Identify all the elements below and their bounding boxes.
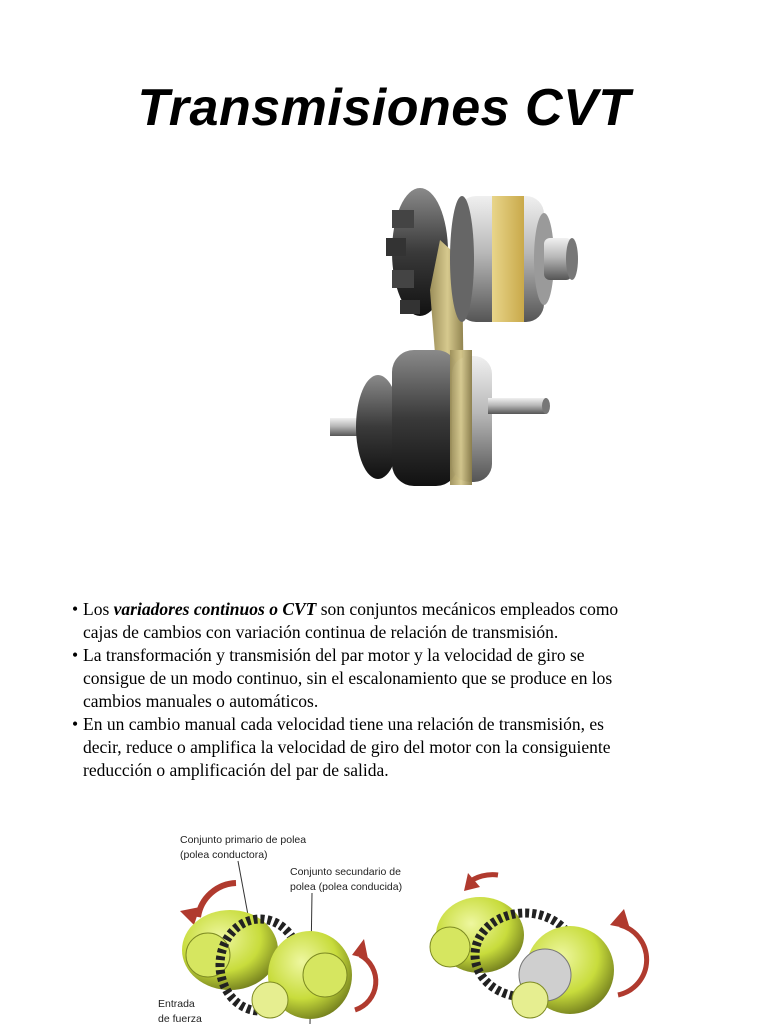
label-secondary-line2: polea (polea conducida) [290, 881, 403, 893]
left-pulley-assembly [180, 883, 376, 1019]
bullet-1-lead: Los [83, 599, 114, 619]
bullet-marker: • [72, 645, 79, 665]
lower-pulley [330, 350, 550, 486]
label-primary-line2: (polea conductora) [180, 849, 268, 861]
label-primary-line1: Conjunto primario de polea [180, 834, 307, 846]
bullet-3-line2: decir, reduce o amplifica la velocidad de giro del motor con la consiguiente [83, 737, 611, 757]
bullet-2-line3: cambios manuales o automáticos. [83, 691, 319, 711]
bullet-1-line2: cajas de cambios con variación continua de relación de transmisión. [83, 622, 559, 642]
slide-title: Transmisiones CVT [137, 79, 631, 137]
bullet-item [72, 644, 712, 713]
label-input-line1: Entrada [158, 998, 195, 1010]
label-input-line2: de fuerza [158, 1013, 202, 1024]
cvt-pulley-illustration [300, 180, 590, 500]
bullet-item [72, 713, 712, 782]
bullet-item [72, 598, 712, 644]
upper-pulley [450, 196, 578, 322]
rotation-arrow-icon [355, 955, 376, 1010]
bullet-2-line2: consigue de un modo continuo, sin el escalonamiento que se produce en los [83, 668, 613, 688]
bullet-2-line1: La transformación y transmisión del par motor y la velocidad de giro se [83, 645, 585, 665]
right-pulley-assembly [430, 873, 647, 1018]
bullet-3-line1: En un cambio manual cada velocidad tiene una relación de transmisión, es [83, 714, 604, 734]
pulley-diagram [150, 825, 670, 1024]
bullet-marker: • [72, 599, 79, 619]
bullet-1-rest: son conjuntos mecánicos empleados como [316, 599, 619, 619]
leader-line-primary [238, 861, 248, 915]
bullet-1-emphasis: variadores continuos o CVT [113, 599, 317, 619]
rotation-arrow-icon [618, 925, 647, 995]
bullet-list [72, 598, 712, 782]
label-secondary-line1: Conjunto secundario de [290, 866, 401, 878]
lower-belt-section [450, 350, 472, 485]
bullet-marker: • [72, 714, 79, 734]
bullet-3-line3: reducción o amplificación del par de salida. [83, 760, 389, 780]
